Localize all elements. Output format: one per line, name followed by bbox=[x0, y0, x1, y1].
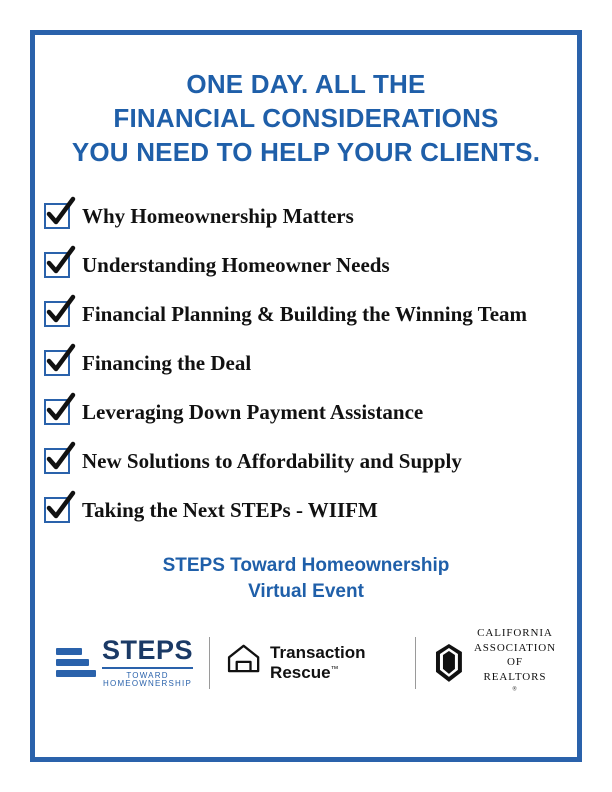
list-item-label: New Solutions to Affordability and Supply bbox=[82, 448, 462, 473]
checkbox-checked-icon[interactable] bbox=[44, 203, 70, 229]
list-item bbox=[42, 199, 572, 233]
event-name bbox=[40, 553, 572, 604]
car-logo-line-3: OF REALTORS ® bbox=[483, 656, 547, 693]
steps-logo-subtitle bbox=[102, 667, 193, 688]
steps-logo bbox=[40, 637, 209, 688]
house-outline-icon bbox=[226, 642, 261, 684]
list-item bbox=[42, 395, 572, 429]
transaction-rescue-label: Transaction Rescue bbox=[270, 642, 366, 682]
list-item-label: Understanding Homeowner Needs bbox=[82, 252, 390, 277]
list-item bbox=[42, 444, 572, 478]
list-item-label: Financial Planning & Building the Winning Team bbox=[82, 301, 528, 326]
checkbox-checked-icon[interactable] bbox=[44, 399, 70, 425]
car-logo-line-1: CALIFORNIA bbox=[477, 626, 553, 639]
list-item bbox=[42, 493, 572, 527]
logo-bar bbox=[40, 626, 572, 700]
list-item-label: Taking the Next STEPs - WIIFM bbox=[82, 497, 378, 522]
checklist bbox=[40, 199, 572, 527]
page-title bbox=[40, 68, 572, 169]
event-subtitle: Virtual Event bbox=[248, 581, 364, 603]
headline-line-3: YOU NEED TO HELP YOUR CLIENTS. bbox=[71, 136, 541, 167]
checkbox-checked-icon[interactable] bbox=[44, 252, 70, 278]
event-title: STEPS Toward Homeownership bbox=[162, 555, 450, 577]
list-item bbox=[42, 248, 572, 282]
car-logo-text bbox=[474, 626, 556, 700]
car-emblem-icon bbox=[432, 642, 466, 684]
registered-symbol: ® bbox=[512, 686, 518, 693]
steps-logo-sub-line-2: HOMEOWNERSHIP bbox=[103, 679, 192, 689]
headline-line-2: FINANCIAL CONSIDERATIONS bbox=[113, 102, 499, 133]
steps-bars-icon bbox=[56, 646, 96, 679]
headline-line-1: ONE DAY. ALL THE bbox=[186, 69, 426, 99]
list-item bbox=[42, 346, 572, 380]
list-item-label: Why Homeownership Matters bbox=[82, 203, 354, 228]
checkbox-checked-icon[interactable] bbox=[44, 350, 70, 376]
steps-logo-sub-line-1: TOWARD bbox=[126, 671, 169, 681]
list-item-label: Leveraging Down Payment Assistance bbox=[82, 399, 424, 424]
car-logo bbox=[416, 626, 572, 700]
checkbox-checked-icon[interactable] bbox=[44, 448, 70, 474]
list-item bbox=[42, 297, 572, 331]
checkbox-checked-icon[interactable] bbox=[44, 301, 70, 327]
steps-logo-word: STEPS bbox=[102, 635, 194, 666]
checkbox-checked-icon[interactable] bbox=[44, 497, 70, 523]
list-item-label: Financing the Deal bbox=[82, 350, 252, 375]
flyer-content bbox=[40, 40, 572, 752]
transaction-rescue-text bbox=[270, 643, 399, 683]
car-logo-line-2: ASSOCIATION bbox=[473, 641, 556, 654]
transaction-rescue-logo bbox=[210, 642, 415, 684]
trademark-symbol: ™ bbox=[330, 664, 339, 674]
